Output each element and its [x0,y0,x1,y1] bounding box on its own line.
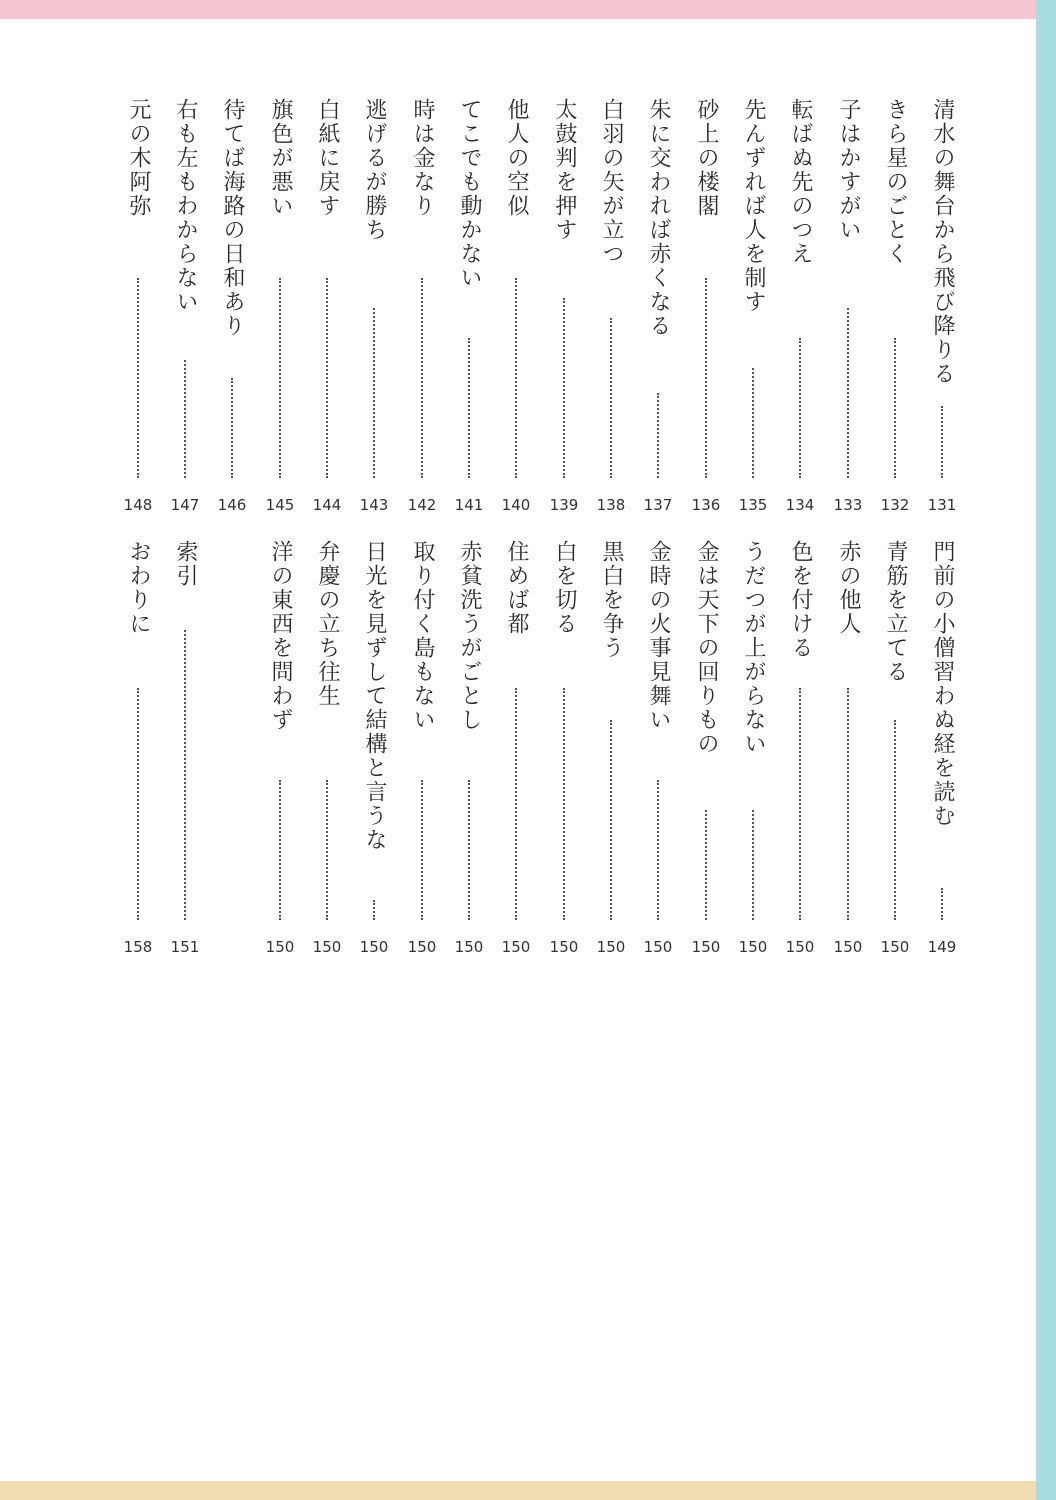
dot-leader [563,298,565,478]
page-number: 150 [312,938,342,956]
page-number: 138 [596,496,626,514]
entry-title: 清水の舞台から飛び降りる [930,98,955,386]
toc-entry[interactable] [830,98,866,516]
page-number: 148 [123,496,153,514]
entry-title: 白紙に戻す [315,98,340,218]
toc-entry[interactable] [688,540,724,958]
entry-title: 黒白を争う [599,540,624,660]
toc-entry[interactable] [498,98,534,516]
right-decorative-bar [1036,0,1056,1500]
dot-leader [847,308,849,478]
page-number: 144 [312,496,342,514]
toc-entry[interactable] [924,540,960,958]
page-number: 143 [359,496,389,514]
toc-column-group-bottom [120,540,960,958]
dot-leader [705,278,707,478]
entry-title: 門前の小僧習わぬ経を読む [930,540,955,828]
toc-entry[interactable] [640,98,676,516]
dot-leader [894,720,896,920]
page-number: 150 [833,938,863,956]
top-decorative-bar [0,0,1036,19]
toc-entry[interactable] [735,98,771,516]
bottom-decorative-bar [0,1481,1036,1500]
entry-title: 金時の火事見舞い [646,540,671,732]
toc-column-group-top [120,98,960,516]
dot-leader [563,688,565,920]
toc-entry[interactable] [214,98,250,516]
entry-title: 洋の東西を問わず [268,540,293,732]
entry-title: 弁慶の立ち往生 [315,540,340,708]
dot-leader [705,810,707,920]
toc-entry[interactable] [167,98,203,516]
page-number: 141 [454,496,484,514]
dot-leader [184,630,186,920]
page-number: 150 [643,938,673,956]
toc-entry[interactable] [877,98,913,516]
dot-leader [421,278,423,478]
toc-entry[interactable] [782,98,818,516]
page-number: 151 [170,938,200,956]
dot-leader [657,393,659,478]
toc-entry[interactable] [404,98,440,516]
dot-leader [421,780,423,920]
dot-leader [468,338,470,478]
entry-title: 旗色が悪い [268,98,293,218]
dot-leader [799,688,801,920]
page-number: 150 [407,938,437,956]
toc-entry[interactable] [451,98,487,516]
page-number: 149 [927,938,957,956]
dot-leader [657,780,659,920]
entry-title: おわりに [126,540,151,636]
entry-title: 元の木阿弥 [126,98,151,218]
page-number: 150 [265,938,295,956]
dot-leader [941,406,943,478]
toc-entry[interactable] [735,540,771,958]
toc-entry[interactable] [593,540,629,958]
page-number: 150 [738,938,768,956]
dot-leader [610,720,612,920]
dot-leader [279,780,281,920]
page-number: 140 [501,496,531,514]
entry-title: 赤の他人 [836,540,861,636]
dot-leader [137,688,139,920]
page-number: 139 [549,496,579,514]
toc-entry[interactable] [546,540,582,958]
toc-entry[interactable] [782,540,818,958]
dot-leader [894,338,896,478]
dot-leader [373,308,375,478]
entry-title: 砂上の楼閣 [694,98,719,218]
toc-entry[interactable] [498,540,534,958]
toc-entry[interactable] [309,98,345,516]
toc-entry[interactable] [356,540,392,958]
entry-title: 先んずれば人を制す [741,98,766,314]
page-number: 133 [833,496,863,514]
page-number: 131 [927,496,957,514]
dot-leader [752,810,754,920]
page-number: 150 [596,938,626,956]
entry-title: 索引 [173,540,198,588]
toc-entry[interactable] [262,540,298,958]
entry-title: 太鼓判を押す [552,98,577,242]
dot-leader [610,318,612,478]
dot-leader [184,360,186,478]
page-number: 150 [785,938,815,956]
toc-entry[interactable] [924,98,960,516]
page-number: 158 [123,938,153,956]
entry-title: うだつが上がらない [741,540,766,756]
page-number: 134 [785,496,815,514]
dot-leader [326,780,328,920]
toc-entry[interactable] [120,540,156,958]
dot-leader [799,338,801,478]
entry-title: 赤貧洗うがごとし [457,540,482,732]
entry-title: 時は金なり [410,98,435,218]
page-number: 150 [454,938,484,956]
toc-entry[interactable] [830,540,866,958]
entry-title: 取り付く島もない [410,540,435,732]
toc-entry[interactable] [640,540,676,958]
toc-entry[interactable] [593,98,629,516]
dot-leader [137,278,139,478]
entry-title: 右も左もわからない [173,98,198,314]
toc-entry[interactable] [120,98,156,516]
page-number: 150 [359,938,389,956]
entry-title: 白羽の矢が立つ [599,98,624,266]
page-number: 137 [643,496,673,514]
dot-leader [515,278,517,478]
page-number: 135 [738,496,768,514]
dot-leader [752,368,754,478]
entry-title: 住めば都 [504,540,529,636]
toc-entry[interactable] [451,540,487,958]
entry-title: 日光を見ずして結構と言うな [362,540,387,852]
entry-title: 青筋を立てる [883,540,908,684]
toc-entry[interactable] [877,540,913,958]
page-number: 145 [265,496,295,514]
page-number: 132 [880,496,910,514]
dot-leader [326,278,328,478]
toc-entry[interactable] [688,98,724,516]
page-number: 150 [691,938,721,956]
entry-title: 朱に交われば赤くなる [646,98,671,338]
entry-title: 転ばぬ先のつえ [788,98,813,266]
toc-entry[interactable] [404,540,440,958]
entry-title: てこでも動かない [457,98,482,290]
dot-leader [373,900,375,920]
entry-title: 子はかすがい [836,98,861,242]
page-number: 150 [880,938,910,956]
toc-entry[interactable] [546,98,582,516]
dot-leader [231,378,233,478]
page-number: 150 [549,938,579,956]
toc-entry[interactable] [262,98,298,516]
toc-entry[interactable] [309,540,345,958]
toc-entry[interactable] [356,98,392,516]
entry-title: 金は天下の回りもの [694,540,719,756]
dot-leader [847,688,849,920]
dot-leader [515,688,517,920]
entry-title: 逃げるが勝ち [362,98,387,242]
dot-leader [468,780,470,920]
page-number: 147 [170,496,200,514]
entry-title: 待てば海路の日和あり [220,98,245,338]
page-number: 146 [217,496,247,514]
entry-title: きら星のごとく [883,98,908,266]
page-number: 150 [501,938,531,956]
page-number: 142 [407,496,437,514]
entry-title: 白を切る [552,540,577,636]
entry-title: 他人の空似 [504,98,529,218]
entry-title: 色を付ける [788,540,813,660]
toc-entry[interactable] [167,540,203,958]
page-number: 136 [691,496,721,514]
dot-leader [279,278,281,478]
dot-leader [941,888,943,920]
